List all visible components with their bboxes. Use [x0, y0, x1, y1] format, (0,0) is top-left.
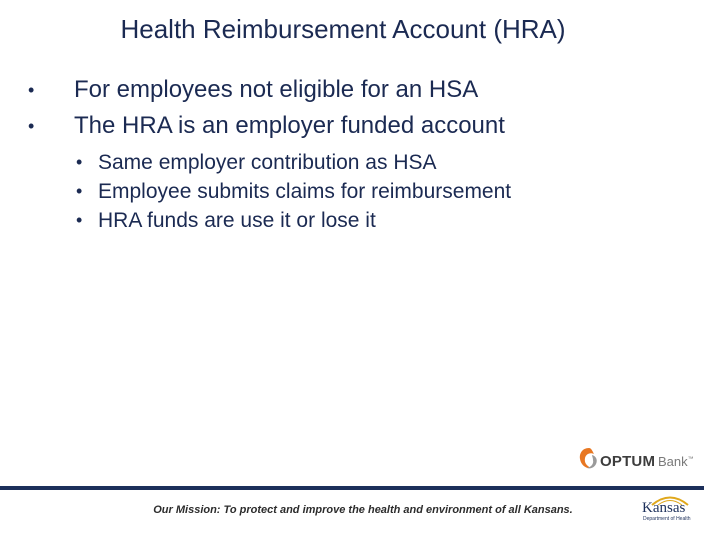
sub-bullet-item — [28, 148, 688, 177]
sub-bullet-icon: • — [76, 152, 83, 172]
bullet-icon: • — [28, 80, 35, 100]
optum-brand-text: OPTUM — [600, 453, 656, 470]
kansas-health-logo — [640, 494, 692, 530]
sub-bullet-item — [28, 206, 688, 235]
slide-title: Health Reimbursement Account (HRA) — [120, 14, 566, 44]
optum-bank-text: Bank™ — [658, 454, 694, 469]
bullet-item — [28, 72, 688, 108]
sub-bullet-text: Employee submits claims for reimbursement — [98, 180, 512, 203]
bullet-text: The HRA is an employer funded account — [74, 112, 505, 139]
sub-bullet-text: HRA funds are use it or lose it — [98, 209, 376, 232]
optum-bank-logo — [578, 444, 694, 474]
sub-bullet-list — [28, 148, 688, 235]
kansas-logo-tagline: Department of Health — [643, 516, 691, 522]
sub-bullet-text: Same employer contribution as HSA — [98, 151, 437, 174]
bullet-icon: • — [28, 116, 35, 136]
sub-bullet-item — [28, 177, 688, 206]
bullet-text: For employees not eligible for an HSA — [74, 76, 479, 103]
mission-statement: Our Mission: To protect and improve the health and environment of all Kansans. — [153, 504, 573, 516]
optum-swirl-icon — [578, 446, 600, 472]
sub-bullet-icon: • — [76, 210, 83, 230]
kansas-logo-word: Kansas — [642, 500, 686, 516]
bullet-item — [28, 108, 688, 144]
footer-divider — [0, 486, 704, 490]
bullet-list — [28, 72, 688, 235]
sub-bullet-icon: • — [76, 181, 83, 201]
